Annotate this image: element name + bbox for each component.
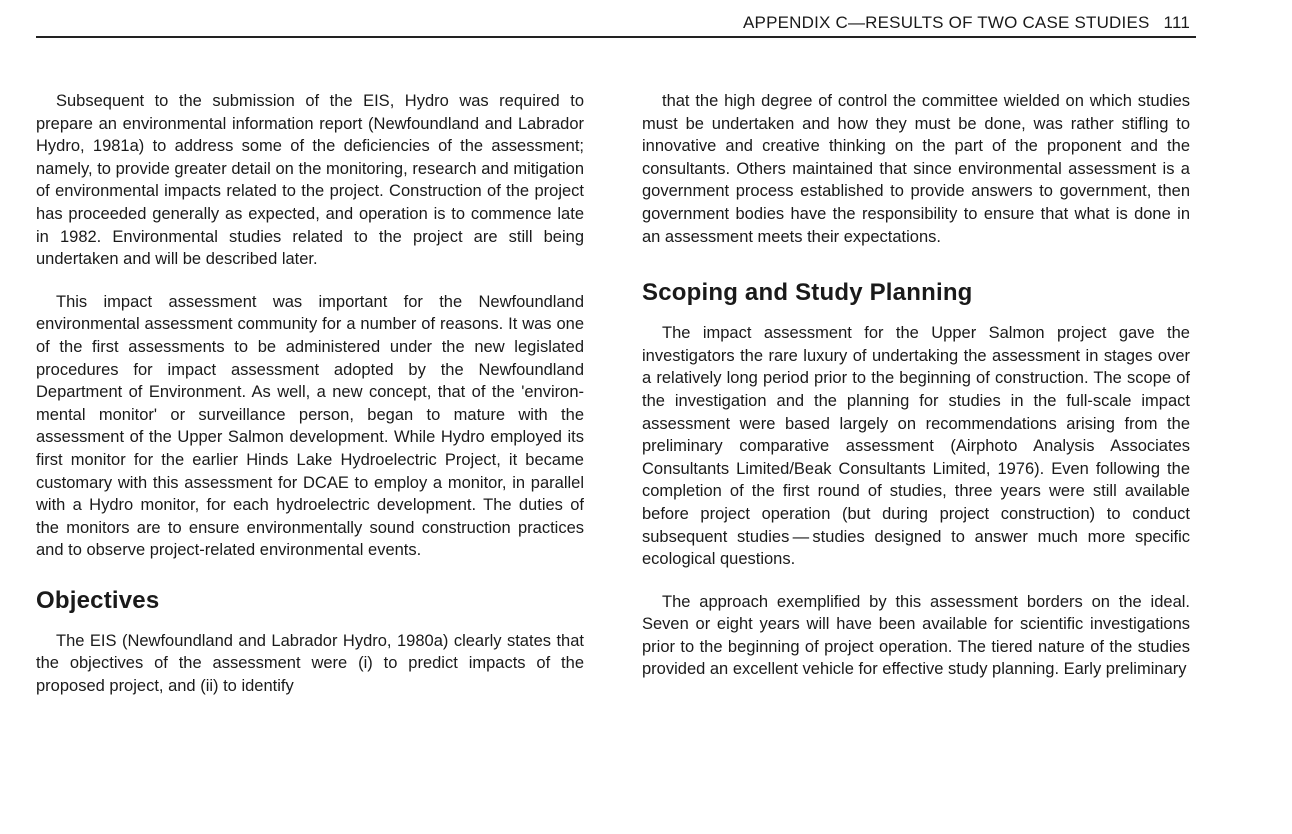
running-title: APPENDIX C—RESULTS OF TWO CASE STUDIES — [743, 13, 1150, 32]
page-number: 111 — [1163, 13, 1190, 32]
paragraph-eis-information-report: Subsequent to the submission of the EIS, Hydro was required to prepare an environmental information report (Newfoundland and Labrador Hydro, 1981a) to address some of the deficiencies of the assessment; namely, to provide greater detail on the monitoring, research and mitigation of environmental impacts related to the project. Construction of the project has proceeded generally as expected, and operation is to commence late in 1982. Environmental studies related to the project are still being undertaken and will be described later. — [36, 92, 584, 269]
heading-objectives: Objectives — [36, 586, 160, 614]
paragraph-approach-ideal: The approach exemplified by this assessment borders on the ideal. Seven or eight years will have been available for scientific investigations prior to the beginning of project operation. The tiered nature of the studies provided an excellent vehicle for effective study planning. Early preliminary — [642, 592, 1190, 679]
paragraph-assessment-importance: This impact assessment was important for the Newfoundland environmental assessment community for a number of reasons. It was one of the first assessments to be administered under the new legislated procedures for impact assessment adopted by the Newfoundland Department of Environment. As well, a new concept, that of the 'environmental monitor' or surveillance person, began to mature with the assessment of the Upper Salmon development. While Hydro employed its first monitor for the earlier Hinds Lake Hydroelectric Project, it became customary with this assessment for DCAE to employ a monitor, in parallel with a Hydro monitor, for each hydroelectric development. The duties of the monitors are to ensure environmentally sound construction practices and to observe project-related environmental events. — [36, 292, 584, 560]
right-column — [642, 90, 1190, 701]
left-column — [36, 90, 584, 718]
paragraph-objectives: The EIS (Newfoundland and Labrador Hydro, 1980a) clearly states that the objectives of the assessment were (i) to predict impacts of the proposed project, and (ii) to identify — [36, 631, 584, 696]
heading-scoping-study-planning: Scoping and Study Planning — [642, 279, 973, 307]
paragraph-committee-control: that the high degree of control the committee wielded on which studies must be undertaken and how they must be done, was rather stifling to innovative and creative thinking on the part of the proponent and the consultants. Others maintained that since environmental assessment is a government process established to provide answers to government, then government bodies have the responsibility to ensure that what is done in an assessment meets their expectations. — [642, 92, 1190, 246]
running-header — [36, 10, 1196, 38]
paragraph-impact-assessment-stages: The impact assessment for the Upper Salmon project gave the investigators the rare luxury of undertaking the assessment in stages over a relatively long period prior to the beginning of construction. The scope of the investigation and the planning for studies in the full-scale impact assessment were based largely on recommendations arising from the preliminary comparative assessment (Airphoto Analysis Associates Consultants Limited/Beak Consultants Limited, 1976). Even following the completion of the first round of studies, three years were still available before project operation (but during project construction) to conduct subsequent studies — studies designed to answer much more specific ecological questions. — [642, 324, 1190, 569]
